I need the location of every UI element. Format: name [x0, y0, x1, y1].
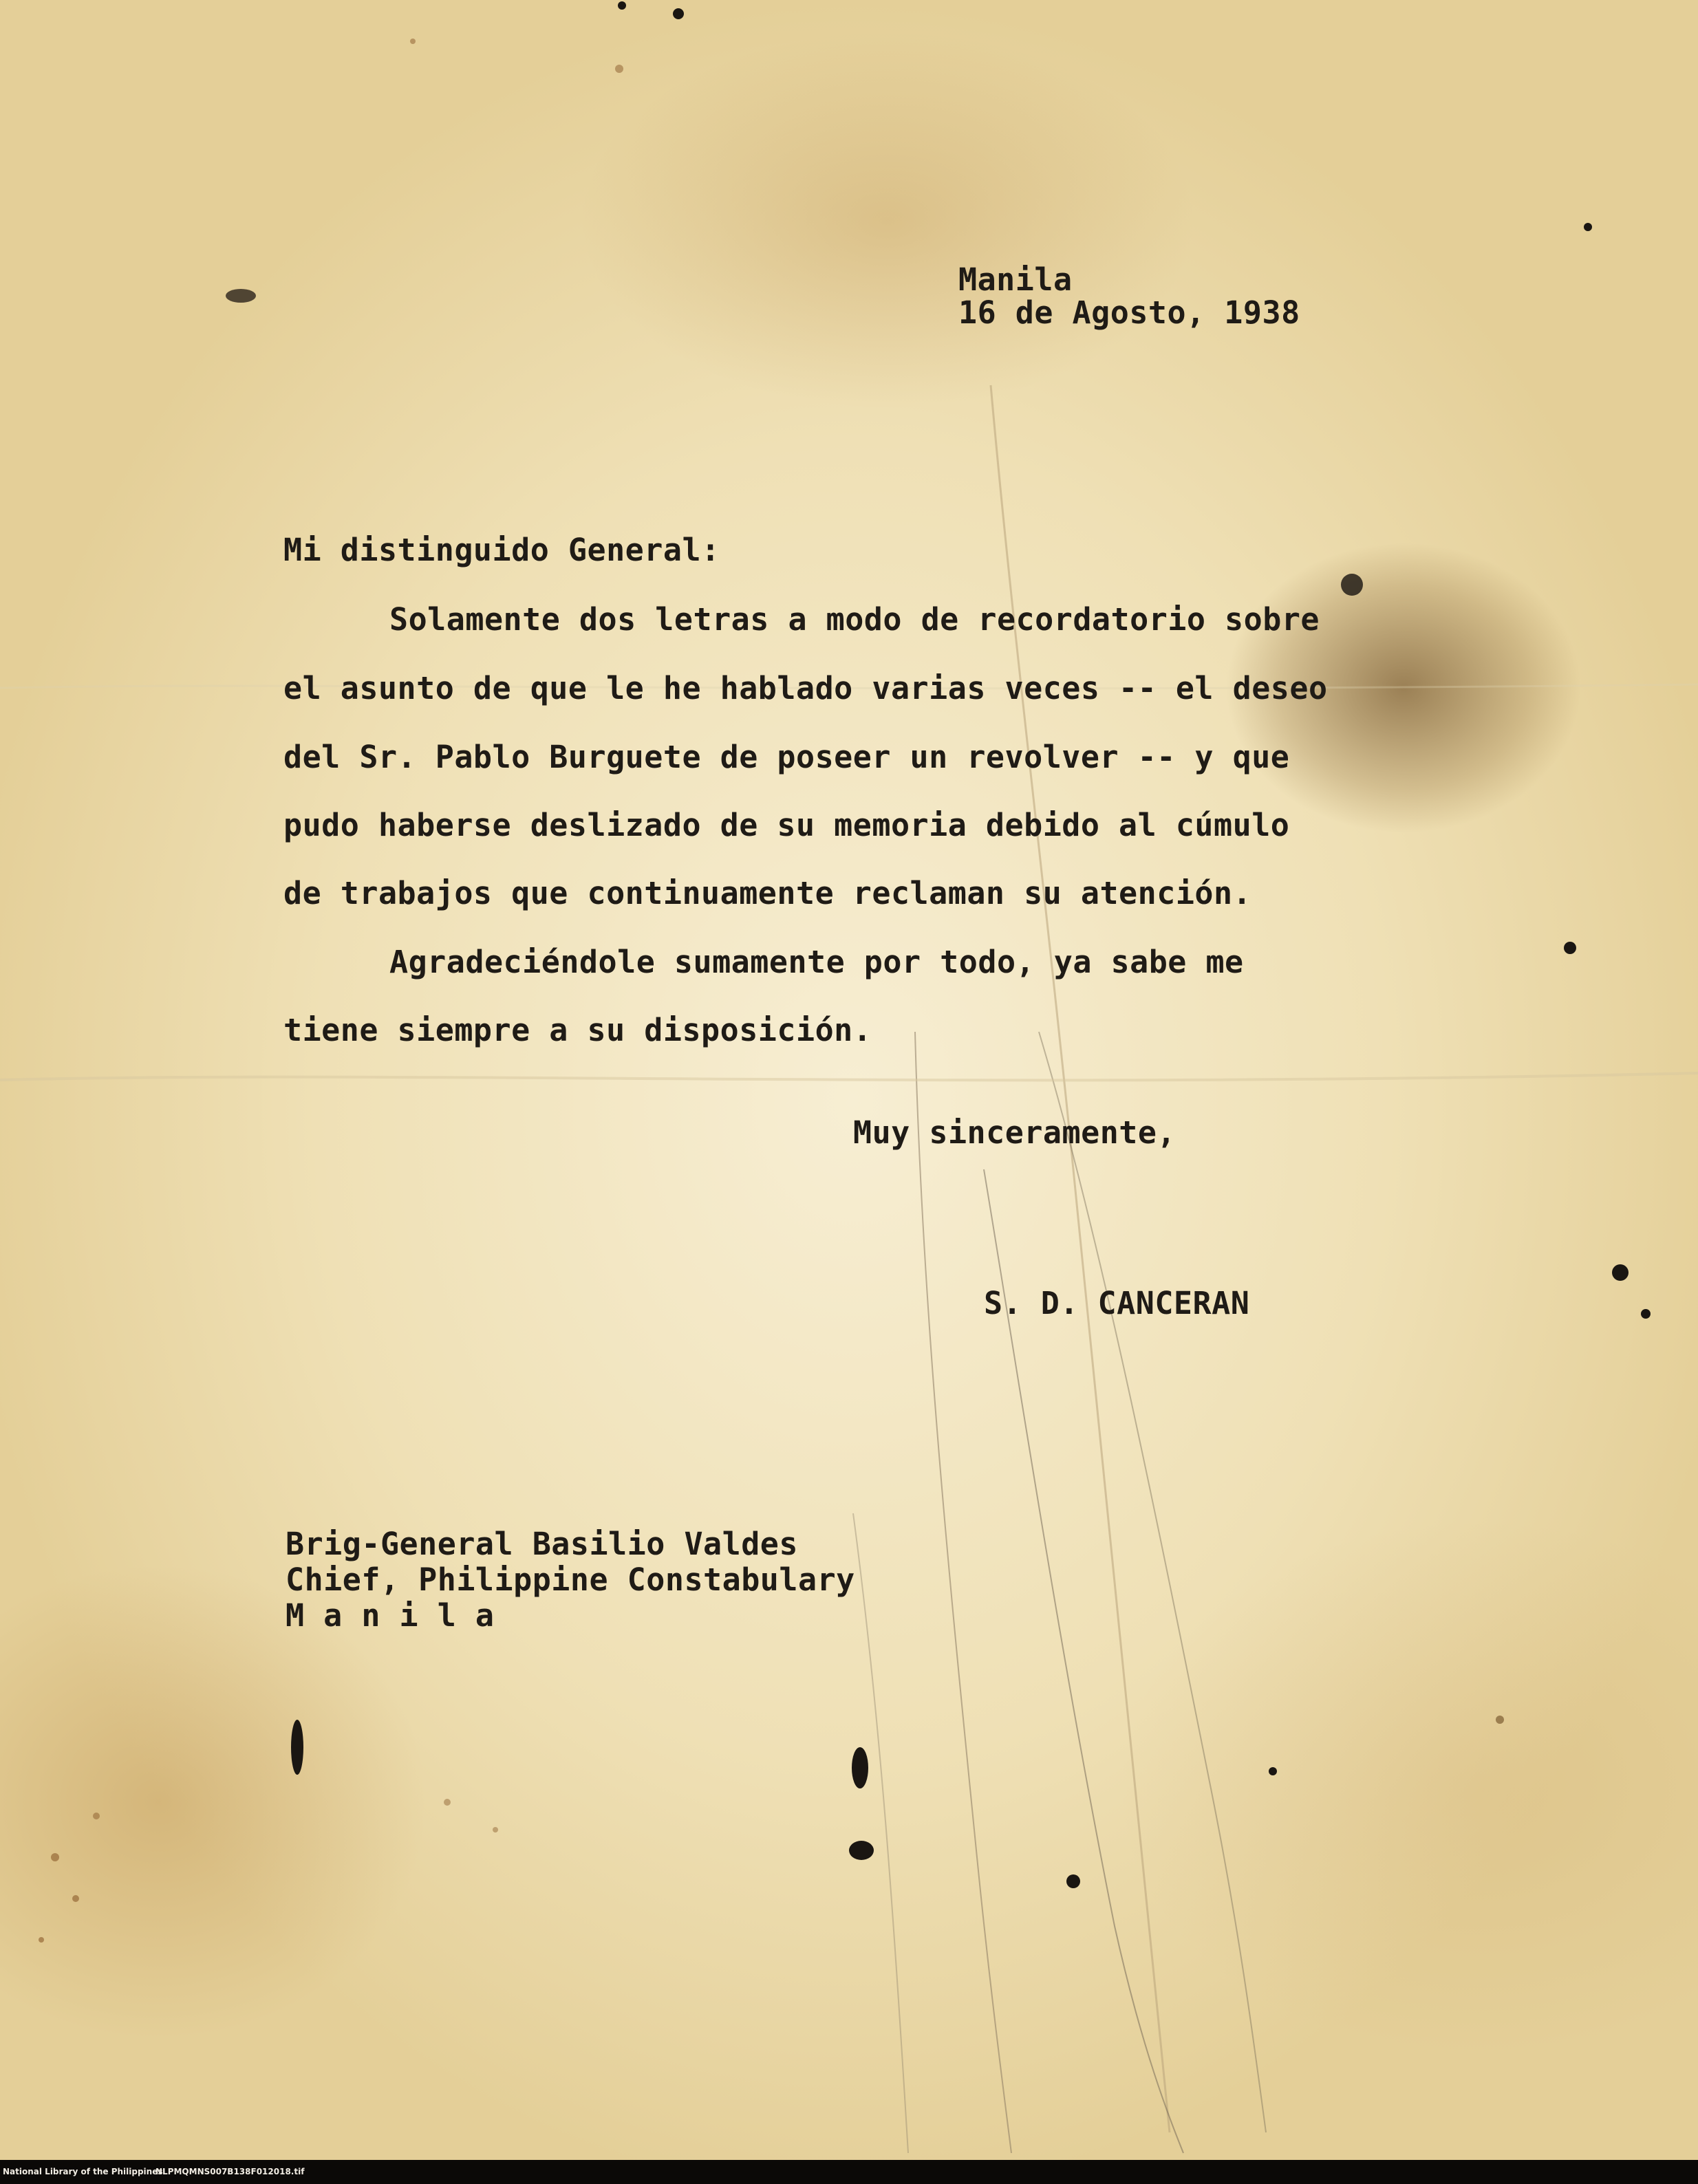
recipient-city: M a n i l a — [286, 1597, 495, 1634]
recipient-name: Brig-General Basilio Valdes — [286, 1526, 798, 1562]
footer-file-id: NLPMQMNS007B138F012018.tif — [155, 2167, 305, 2176]
closing: Muy sinceramente, — [853, 1114, 1176, 1151]
body-line: pudo haberse deslizado de su memoria debido al cúmulo — [283, 807, 1290, 843]
letter-date: 16 de Agosto, 1938 — [958, 294, 1300, 331]
letter-place: Manila — [958, 261, 1073, 298]
signatory-name: S. D. CANCERAN — [984, 1285, 1250, 1321]
recipient-title: Chief, Philippine Constabulary — [286, 1561, 855, 1598]
salutation: Mi distinguido General: — [283, 532, 720, 568]
scan-footer-bar — [0, 2160, 1698, 2184]
footer-institution: National Library of the Philippines — [3, 2167, 163, 2176]
body-line: Solamente dos letras a modo de recordatorio sobre — [389, 601, 1320, 638]
body-line: del Sr. Pablo Burguete de poseer un revolver -- y que — [283, 739, 1290, 775]
body-line: tiene siempre a su disposición. — [283, 1012, 872, 1048]
body-line: Agradeciéndole sumamente por todo, ya sabe me — [389, 944, 1244, 980]
body-line: de trabajos que continuamente reclaman su atención. — [283, 875, 1252, 911]
body-line: el asunto de que le he hablado varias veces -- el deseo — [283, 670, 1328, 706]
